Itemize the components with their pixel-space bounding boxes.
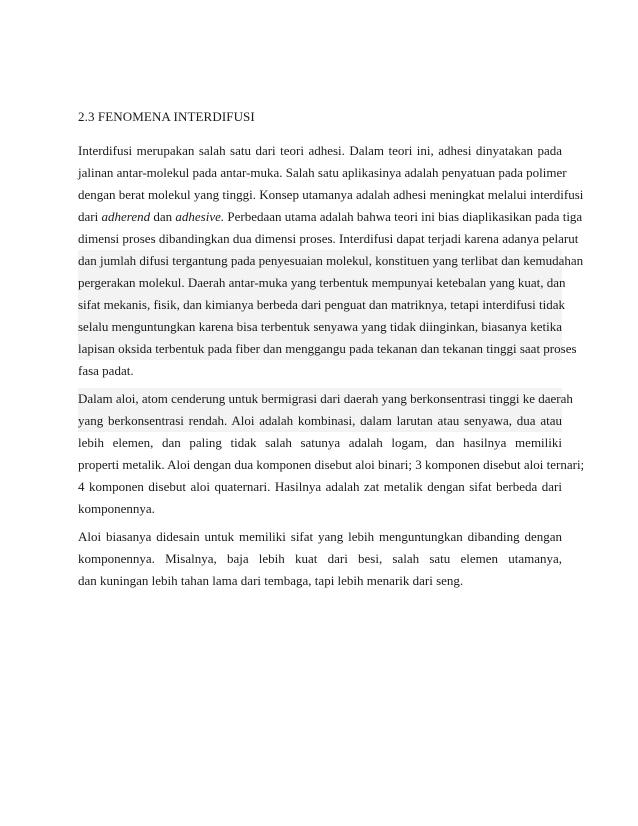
paragraph-line: properti metalik. Aloi dengan dua komponen disebut aloi binari; 3 komponen disebut aloi ternari; <box>78 457 585 472</box>
paragraph-line <box>78 206 583 228</box>
paragraph-line: selalu menguntungkan karena bisa terbentuk senyawa yang tidak diinginkan, biasanya ketika <box>78 316 562 338</box>
section-heading: 2.3 FENOMENA INTERDIFUSI <box>78 109 255 124</box>
paragraph-line: lebih elemen, dan paling tidak salah satunya adalah logam, dan hasilnya memiliki <box>78 435 562 450</box>
paragraph-line: lapisan oksida terbentuk pada fiber dan menggangu pada tekanan dan tekanan tinggi saat proses <box>78 338 562 360</box>
paragraph-line: sifat mekanis, fisik, dan kimianya berbeda dari penguat dan matriknya, tetapi interdifusi tidak <box>78 294 562 316</box>
paragraph-1 <box>78 140 584 382</box>
paragraph-line: komponennya. <box>78 501 155 516</box>
italic-term-adherend: adherend <box>101 209 151 224</box>
paragraph-line: 4 komponen disebut aloi quaternari. Hasilnya adalah zat metalik dengan sifat berbeda dari <box>78 479 562 494</box>
paragraph-line: Interdifusi merupakan salah satu dari teori adhesi. Dalam teori ini, adhesi dinyatakan pada <box>78 143 562 158</box>
paragraph-line: yang berkonsentrasi rendah. Aloi adalah kombinasi, dalam larutan atau senyawa, dua atau <box>78 410 562 432</box>
paragraph-line: dimensi proses dibandingkan dua dimensi proses. Interdifusi dapat terjadi karena adanya pelarut <box>78 231 579 246</box>
paragraph-line: dan jumlah difusi tergantung pada penyesuaian molekul, konstituen yang terlibat dan kemudahan <box>78 250 562 272</box>
line-text: dan <box>150 209 176 224</box>
line-text: dari <box>78 209 102 224</box>
italic-term-adhesive: adhesive. <box>175 209 225 224</box>
paragraph-line: Dalam aloi, atom cenderung untuk bermigrasi dari daerah yang berkonsentrasi tinggi ke daerah <box>78 388 562 410</box>
paragraph-2 <box>78 388 585 520</box>
paragraph-line: fasa padat. <box>78 363 134 378</box>
paragraph-line: komponennya. Misalnya, baja lebih kuat dari besi, salah satu elemen utamanya, <box>78 551 562 566</box>
paragraph-line: Aloi biasanya didesain untuk memiliki sifat yang lebih menguntungkan dibanding dengan <box>78 529 562 544</box>
line-text: Perbedaan utama adalah bahwa teori ini bias diaplikasikan pada tiga <box>224 209 583 224</box>
paragraph-line: dengan berat molekul yang tinggi. Konsep utamanya adalah adhesi meningkat melalui interdifusi <box>78 187 584 202</box>
paragraph-line: jalinan antar-molekul pada antar-muka. Salah satu aplikasinya adalah penyatuan pada polimer <box>78 165 567 180</box>
paragraph-line: dan kuningan lebih tahan lama dari tembaga, tapi lebih menarik dari seng. <box>78 573 464 588</box>
paragraph-line: pergerakan molekul. Daerah antar-muka yang terbentuk mempunyai ketebalan yang kuat, dan <box>78 272 562 294</box>
paragraph-3 <box>78 526 562 592</box>
document-page <box>78 108 585 598</box>
